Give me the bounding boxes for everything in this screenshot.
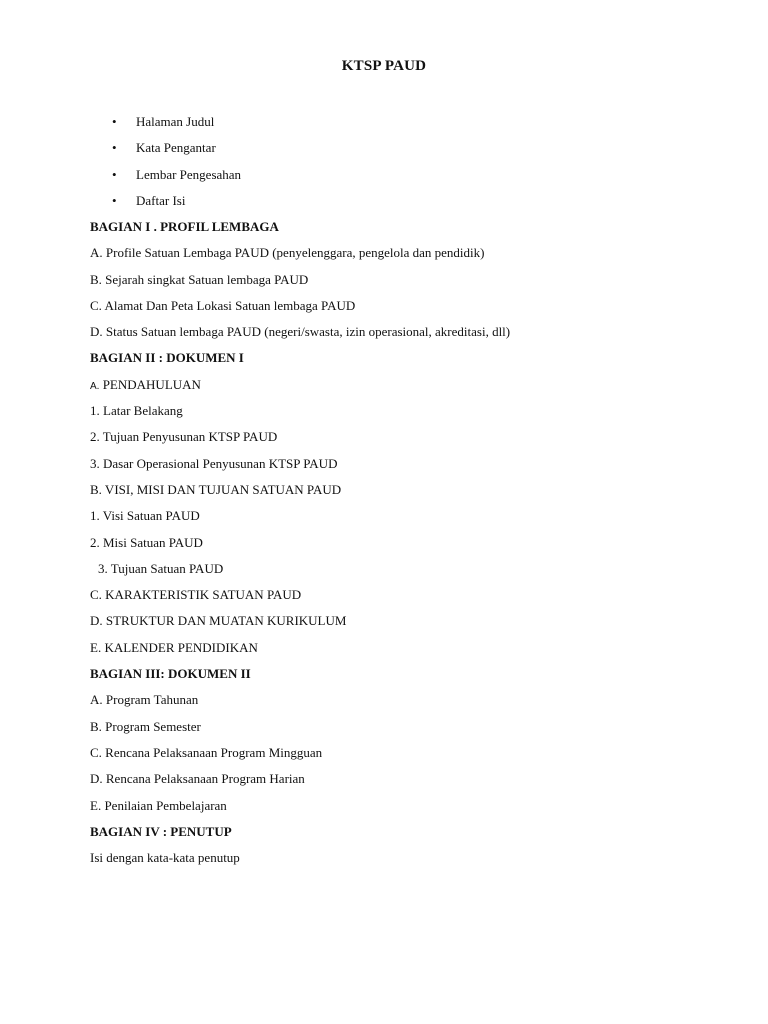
front-matter-item	[112, 113, 241, 139]
section-item: D. STRUKTUR DAN MUATAN KURIKULUM	[90, 613, 347, 629]
section-heading: BAGIAN I . PROFIL LEMBAGA	[90, 219, 279, 234]
front-matter-label: Halaman Judul	[136, 114, 215, 129]
section-heading: BAGIAN III: DOKUMEN II	[90, 666, 251, 682]
bullet-icon: •	[112, 193, 117, 209]
section-item: B. Sejarah singkat Satuan lembaga PAUD	[90, 271, 309, 287]
section-item: A. Profile Satuan Lembaga PAUD (penyelenggara, pengelola dan pendidik)	[90, 245, 485, 261]
section-item: D. Status Satuan lembaga PAUD (negeri/swasta, izin operasional, akreditasi, dll)	[90, 324, 511, 340]
section-heading: BAGIAN II : DOKUMEN I	[90, 350, 244, 366]
front-matter-item	[112, 139, 241, 165]
section-item: 1. Visi Satuan PAUD	[90, 508, 200, 524]
document-title: KTSP PAUD	[341, 58, 427, 74]
section-item: E. KALENDER PENDIDIKAN	[90, 639, 258, 655]
section-item: 3. Tujuan Satuan PAUD	[98, 560, 224, 576]
section-item: D. Rencana Pelaksanaan Program Harian	[90, 771, 305, 787]
front-matter-label: Lembar Pengesahan	[136, 166, 242, 182]
section-item: C. Rencana Pelaksanaan Program Mingguan	[90, 744, 323, 760]
front-matter-label: Kata Pengantar	[136, 140, 216, 156]
section-item-prefix: A.	[90, 380, 100, 392]
bullet-icon: •	[112, 114, 117, 129]
front-matter-item	[112, 192, 241, 218]
section-item-text: PENDAHULUAN	[99, 376, 201, 392]
section-item: B. Program Semester	[90, 718, 201, 734]
section-item: B. VISI, MISI DAN TUJUAN SATUAN PAUD	[90, 481, 342, 497]
bullet-icon: •	[112, 166, 117, 182]
section-heading: BAGIAN IV : PENUTUP	[90, 823, 232, 839]
section-item: C. Alamat Dan Peta Lokasi Satuan lembaga PAUD	[90, 297, 356, 313]
front-matter-list	[112, 113, 241, 219]
document-sections	[90, 218, 728, 875]
section-item: A. Program Tahunan	[90, 692, 199, 708]
section-item: 3. Dasar Operasional Penyusunan KTSP PAUD	[90, 455, 338, 471]
front-matter-item	[112, 166, 241, 192]
section-item: E. Penilaian Pembelajaran	[90, 797, 227, 813]
section-item: 2. Misi Satuan PAUD	[90, 534, 203, 550]
bullet-icon: •	[112, 140, 117, 156]
section-item: C. KARAKTERISTIK SATUAN PAUD	[90, 587, 302, 603]
section-item: 1. Latar Belakang	[90, 403, 183, 419]
section-item: 2. Tujuan Penyusunan KTSP PAUD	[90, 429, 278, 445]
section-item	[90, 376, 728, 402]
front-matter-label: Daftar Isi	[136, 193, 186, 209]
section-item: Isi dengan kata-kata penutup	[90, 850, 240, 866]
